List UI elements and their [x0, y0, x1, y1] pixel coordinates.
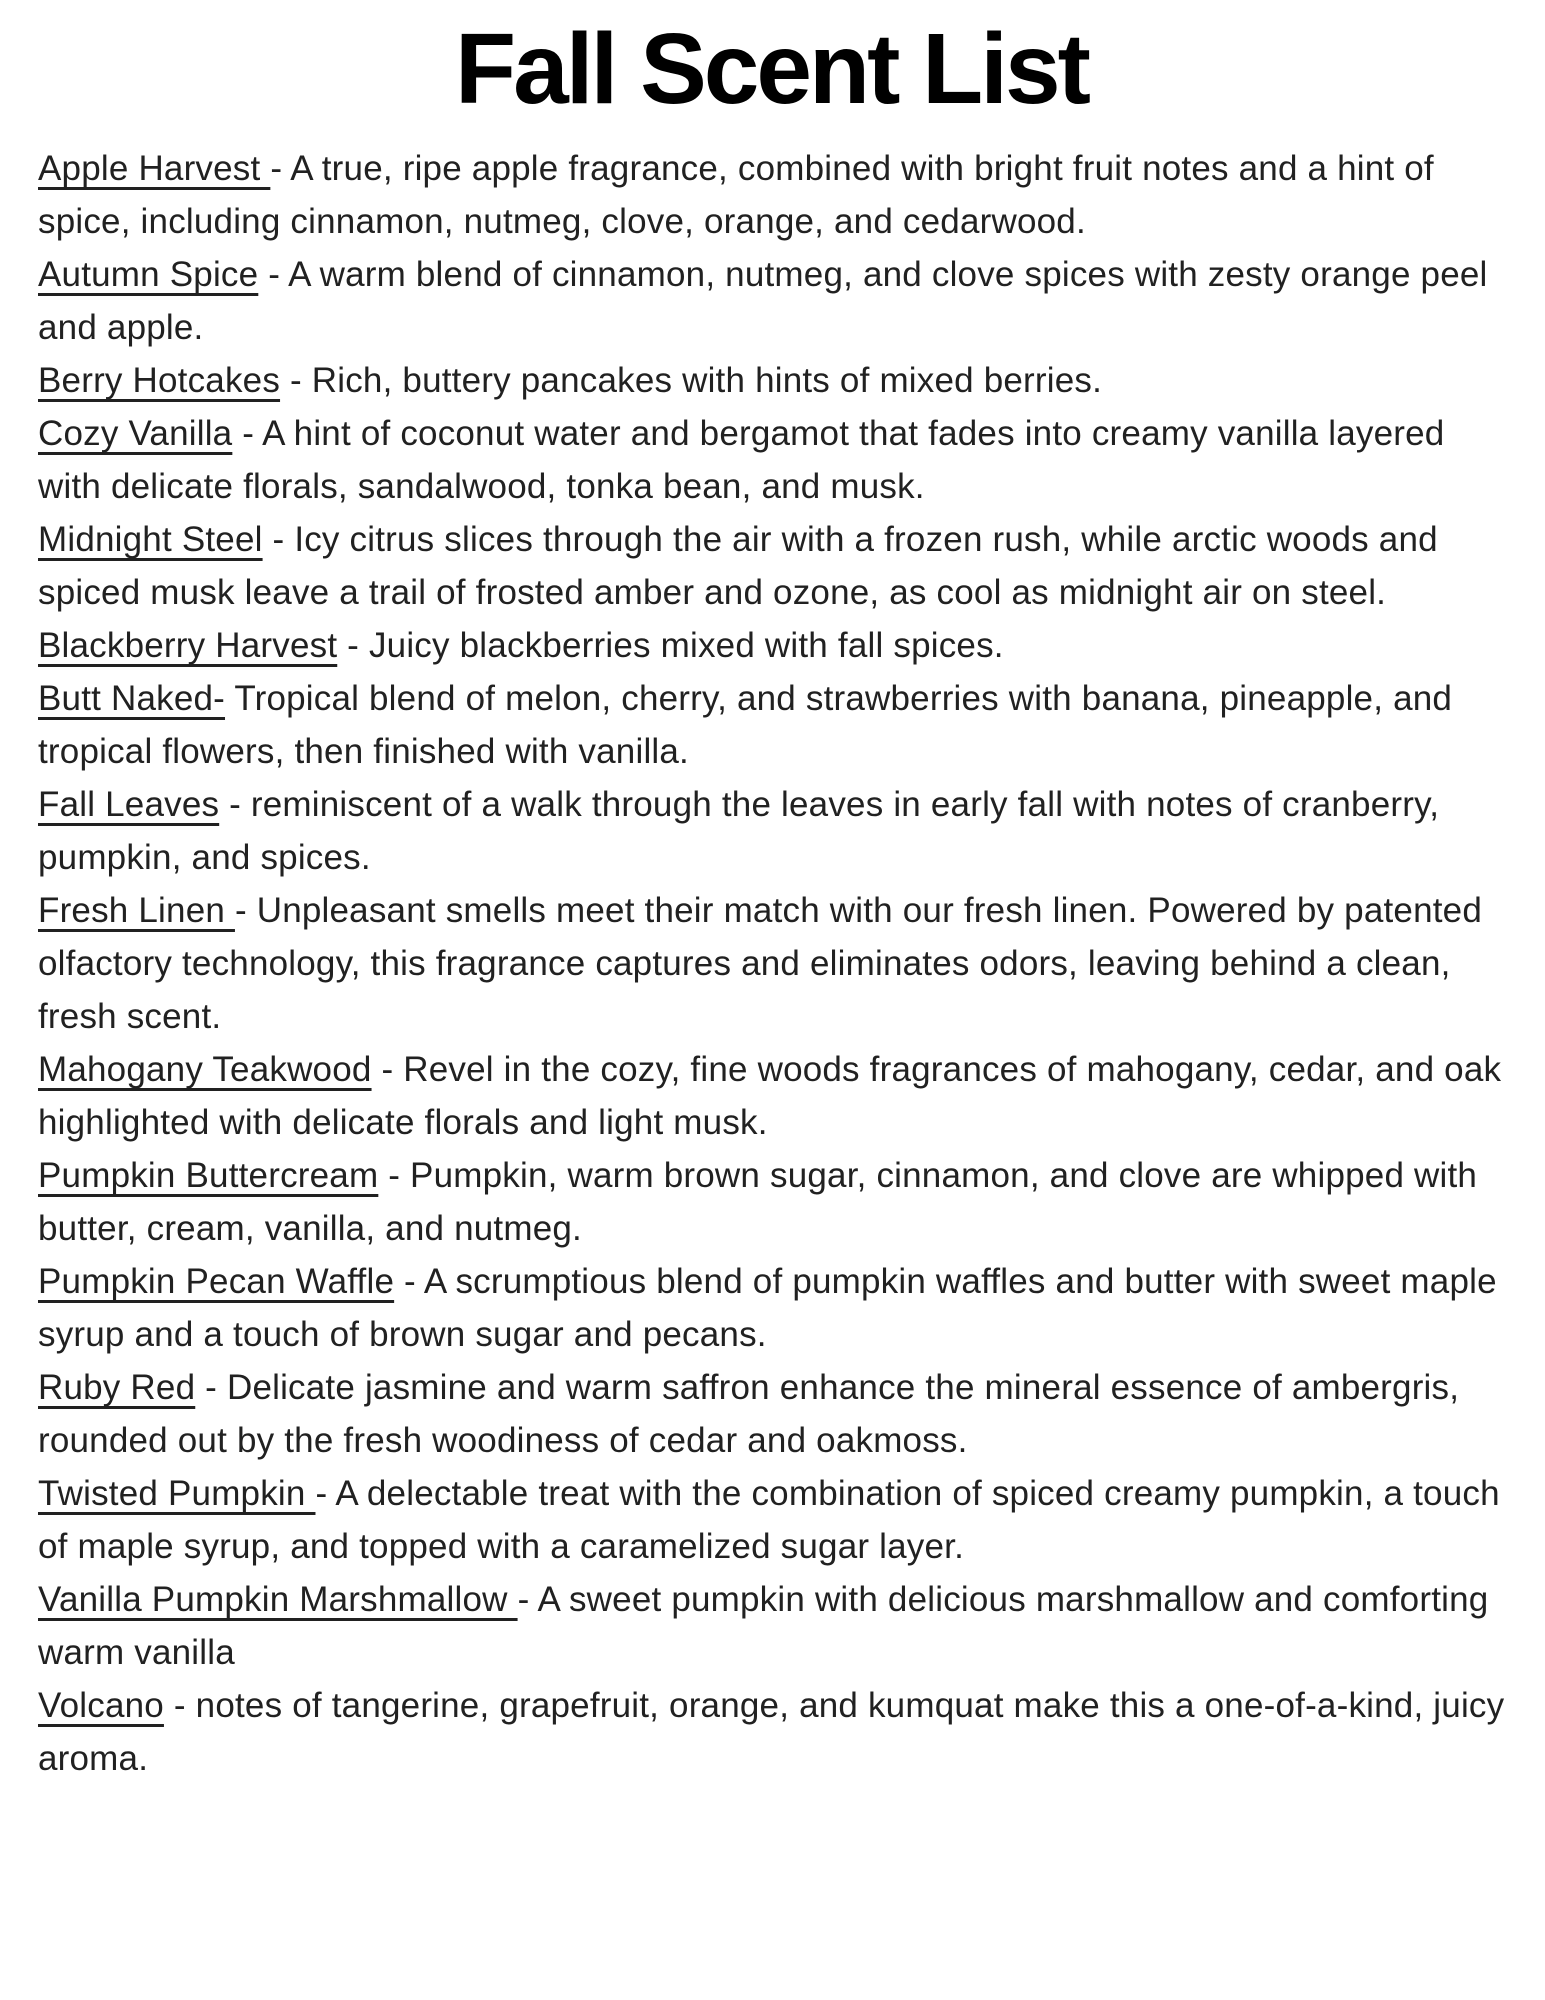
scent-separator: - [232, 414, 263, 453]
scent-description: A hint of coconut water and bergamot that fades into creamy vanilla layered with delicate florals, sandalwood, tonka bean, and musk. [38, 414, 1445, 506]
scent-description: notes of tangerine, grapefruit, orange, and kumquat make this a one-of-a-kind, juicy aroma. [38, 1686, 1505, 1778]
scent-entry [38, 1361, 1505, 1467]
scent-description: Pumpkin, warm brown sugar, cinnamon, and clove are whipped with butter, cream, vanilla, and nutmeg. [38, 1156, 1478, 1248]
scent-entry [38, 672, 1505, 778]
scent-description: A delectable treat with the combination of spiced creamy pumpkin, a touch of maple syrup, and topped with a caramelized sugar layer. [38, 1474, 1500, 1566]
scent-separator: - [234, 891, 257, 930]
scent-separator: - [280, 361, 312, 400]
scent-separator: - [517, 1580, 538, 1619]
scent-name: Butt Naked- [38, 679, 226, 718]
scent-name: Berry Hotcakes [38, 361, 281, 400]
scent-separator: - [270, 149, 291, 188]
scent-description: reminiscent of a walk through the leaves in early fall with notes of cranberry, pumpkin, and spices. [38, 785, 1440, 877]
scent-list [38, 142, 1505, 1785]
scent-description: A true, ripe apple fragrance, combined with bright fruit notes and a hint of spice, including cinnamon, nutmeg, clove, orange, and cedarwood. [38, 149, 1434, 241]
scent-name: Autumn Spice [38, 255, 259, 294]
scent-separator: - [378, 1156, 411, 1195]
scent-separator: - [195, 1368, 227, 1407]
scent-name: Pumpkin Buttercream [38, 1156, 379, 1195]
scent-name: Fresh Linen [38, 891, 235, 930]
page-title: Fall Scent List [455, 13, 1088, 125]
scent-separator: - [262, 520, 295, 559]
scent-separator: - [337, 626, 369, 665]
scent-separator: - [163, 1686, 196, 1725]
scent-separator: - [394, 1262, 424, 1301]
scent-name: Pumpkin Pecan Waffle [38, 1262, 395, 1301]
scent-separator: - [315, 1474, 336, 1513]
scent-entry [38, 619, 1505, 672]
scent-entry [38, 354, 1505, 407]
scent-entry [38, 778, 1505, 884]
scent-description: A warm blend of cinnamon, nutmeg, and clove spices with zesty orange peel and apple. [38, 255, 1488, 347]
scent-name: Apple Harvest [38, 149, 271, 188]
scent-description: A sweet pumpkin with delicious marshmallow and comforting warm vanilla [38, 1580, 1489, 1672]
scent-name: Ruby Red [38, 1368, 196, 1407]
scent-entry [38, 884, 1505, 1043]
scent-entry [38, 1573, 1505, 1679]
scent-name: Midnight Steel [38, 520, 263, 559]
scent-description: Revel in the cozy, fine woods fragrances of mahogany, cedar, and oak highlighted with delicate florals and light musk. [38, 1050, 1502, 1142]
scent-entry [38, 407, 1505, 513]
scent-name: Twisted Pumpkin [38, 1474, 316, 1513]
scent-name: Cozy Vanilla [38, 414, 233, 453]
scent-entry [38, 1255, 1505, 1361]
scent-separator: - [258, 255, 289, 294]
scent-entry [38, 1679, 1505, 1785]
scent-description: Tropical blend of melon, cherry, and strawberries with banana, pineapple, and tropical flowers, then finished with vanilla. [38, 679, 1453, 771]
scent-entry [38, 248, 1505, 354]
scent-name: Vanilla Pumpkin Marshmallow [38, 1580, 518, 1619]
scent-separator: - [371, 1050, 404, 1089]
scent-entry [38, 513, 1505, 619]
scent-name: Blackberry Harvest [38, 626, 338, 665]
scent-name: Fall Leaves [38, 785, 220, 824]
scent-name: Volcano [38, 1686, 164, 1725]
scent-entry [38, 1149, 1505, 1255]
scent-description: Juicy blackberries mixed with fall spices. [368, 626, 1004, 665]
scent-description: A scrumptious blend of pumpkin waffles and butter with sweet maple syrup and a touch of brown sugar and pecans. [38, 1262, 1497, 1354]
scent-entry [38, 142, 1505, 248]
scent-entry [38, 1043, 1505, 1149]
scent-description: Delicate jasmine and warm saffron enhance the mineral essence of ambergris, rounded out by the fresh woodiness of cedar and oakmoss. [38, 1368, 1460, 1460]
scent-name: Mahogany Teakwood [38, 1050, 372, 1089]
scent-entry [38, 1467, 1505, 1573]
scent-description: Icy citrus slices through the air with a frozen rush, while arctic woods and spiced musk leave a trail of frosted amber and ozone, as cool as midnight air on steel. [38, 520, 1438, 612]
scent-separator: - [219, 785, 251, 824]
scent-description: Rich, buttery pancakes with hints of mixed berries. [311, 361, 1103, 400]
scent-description: Unpleasant smells meet their match with our fresh linen. Powered by patented olfactory technology, this fragrance captures and eliminates odors, leaving behind a clean, fresh scent. [38, 891, 1482, 1036]
scent-separator [225, 679, 234, 718]
